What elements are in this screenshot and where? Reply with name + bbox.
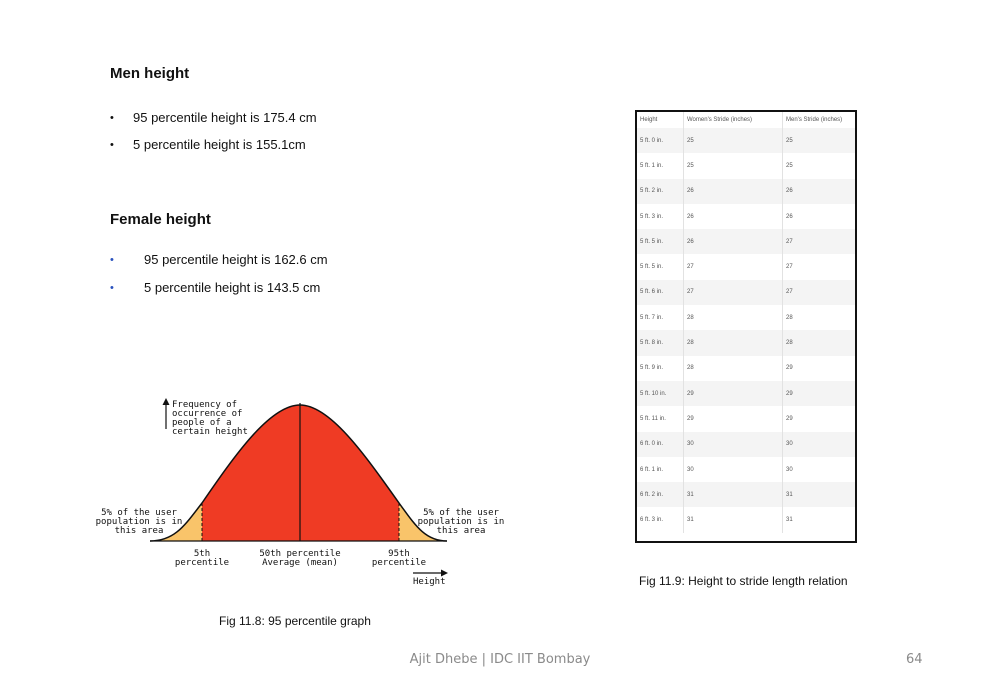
up-arrow-icon (163, 398, 170, 405)
female-bullet-95 (110, 252, 328, 267)
bullet-text: 95 percentile height is 175.4 cm (133, 110, 317, 125)
bullet-dot: • (110, 281, 114, 294)
height-cell: 5 ft. 2 in. (637, 179, 684, 204)
height-cell: 5 ft. 11 in. (637, 406, 684, 431)
bullet-dot: • (110, 253, 114, 266)
y-label-line: occurrence of (172, 409, 243, 419)
graph-caption: Fig 11.8: 95 percentile graph (219, 614, 371, 628)
header-men-stride: Men's Stride (inches) (786, 117, 843, 123)
women-stride-cell: 28 (684, 356, 783, 381)
percentile-graph (95, 395, 515, 595)
men-stride-cell: 28 (786, 314, 793, 321)
men-stride-cell: 29 (786, 415, 793, 422)
women-stride-cell: 31 (684, 482, 783, 507)
stride-table (637, 112, 855, 533)
height-cell: 5 ft. 3 in. (637, 204, 684, 229)
men-stride-cell: 30 (786, 441, 793, 448)
women-stride-cell: 28 (684, 305, 783, 330)
bullet-text: 95 percentile height is 162.6 cm (144, 252, 328, 267)
men-stride-cell: 27 (786, 264, 793, 271)
p50-label: 50th percentile (259, 549, 341, 559)
height-cell: 5 ft. 10 in. (637, 381, 684, 406)
women-stride-cell: 26 (684, 204, 783, 229)
women-stride-cell: 29 (684, 381, 783, 406)
table-row (637, 432, 855, 457)
table-row (637, 254, 855, 279)
table-row (637, 356, 855, 381)
height-cell: 5 ft. 6 in. (637, 280, 684, 305)
x-label: Height (413, 577, 446, 587)
right-note-line: this area (436, 526, 486, 536)
height-cell: 5 ft. 5 in. (637, 254, 684, 279)
men-stride-cell: 27 (786, 238, 793, 245)
women-stride-cell: 25 (684, 128, 783, 153)
right-note-line: 5% of the user (423, 508, 499, 518)
header-height: Height (637, 112, 684, 128)
table-row (637, 330, 855, 355)
bullet-text: 5 percentile height is 143.5 cm (144, 280, 321, 295)
left-note-line: this area (114, 526, 164, 536)
left-note-line: population is in (95, 517, 183, 527)
women-stride-cell: 30 (684, 457, 783, 482)
table-row (637, 153, 855, 178)
men-bullet-5 (110, 137, 306, 152)
men-stride-cell: 31 (786, 517, 793, 524)
men-stride-cell: 29 (786, 390, 793, 397)
p95-label: 95th (388, 549, 410, 559)
height-cell: 6 ft. 2 in. (637, 482, 684, 507)
men-stride-cell: 25 (786, 162, 793, 169)
women-stride-cell: 26 (684, 229, 783, 254)
stride-table-frame (635, 110, 857, 543)
height-cell: 6 ft. 3 in. (637, 507, 684, 532)
women-stride-cell: 27 (684, 280, 783, 305)
men-stride-cell: 30 (786, 466, 793, 473)
right-arrow-icon (441, 570, 448, 577)
women-stride-cell: 27 (684, 254, 783, 279)
page-number: 64 (906, 652, 923, 667)
y-label-line: people of a (172, 418, 232, 428)
men-stride-cell: 25 (786, 137, 793, 144)
women-stride-cell: 26 (684, 179, 783, 204)
women-stride-cell: 28 (684, 330, 783, 355)
men-stride-cell: 31 (786, 491, 793, 498)
bullet-dot: • (110, 138, 114, 151)
female-bullet-5 (110, 280, 320, 295)
height-cell: 5 ft. 9 in. (637, 356, 684, 381)
table-row (637, 204, 855, 229)
height-cell: 6 ft. 1 in. (637, 457, 684, 482)
men-stride-cell: 26 (786, 188, 793, 195)
bullet-dot: • (110, 111, 114, 124)
table-row (637, 305, 855, 330)
y-label-line: certain height (172, 427, 248, 437)
table-row (637, 406, 855, 431)
men-stride-cell: 27 (786, 289, 793, 296)
table-body (637, 128, 855, 533)
table-row (637, 179, 855, 204)
height-cell: 5 ft. 8 in. (637, 330, 684, 355)
table-row (637, 128, 855, 153)
height-cell: 5 ft. 1 in. (637, 153, 684, 178)
left-note-line: 5% of the user (101, 508, 177, 518)
footer-text: Ajit Dhebe | IDC IIT Bombay (409, 652, 591, 667)
women-stride-cell: 29 (684, 406, 783, 431)
header-women-stride: Women's Stride (inches) (684, 112, 783, 128)
table-row (637, 457, 855, 482)
women-stride-cell: 31 (684, 507, 783, 532)
female-height-heading: Female height (110, 211, 211, 228)
p5-label: percentile (174, 558, 230, 568)
height-cell: 5 ft. 7 in. (637, 305, 684, 330)
p5-label: 5th (193, 549, 211, 559)
table-row (637, 381, 855, 406)
table-row (637, 280, 855, 305)
men-stride-cell: 26 (786, 213, 793, 220)
table-caption: Fig 11.9: Height to stride length relation (639, 574, 848, 588)
bullet-text: 5 percentile height is 155.1cm (133, 137, 306, 152)
height-cell: 6 ft. 0 in. (637, 432, 684, 457)
p95-label: percentile (371, 558, 427, 568)
men-bullet-95 (110, 110, 317, 125)
p50-label: Average (mean) (262, 558, 338, 568)
table-row (637, 229, 855, 254)
men-height-heading: Men height (110, 65, 190, 82)
women-stride-cell: 30 (684, 432, 783, 457)
table-row (637, 482, 855, 507)
height-cell: 5 ft. 0 in. (637, 128, 684, 153)
table-row (637, 507, 855, 532)
y-label-line: Frequency of (172, 400, 238, 410)
men-stride-cell: 29 (786, 365, 793, 372)
height-cell: 5 ft. 5 in. (637, 229, 684, 254)
table-header-row (637, 112, 855, 128)
men-stride-cell: 28 (786, 340, 793, 347)
women-stride-cell: 25 (684, 153, 783, 178)
right-note-line: population is in (417, 517, 505, 527)
